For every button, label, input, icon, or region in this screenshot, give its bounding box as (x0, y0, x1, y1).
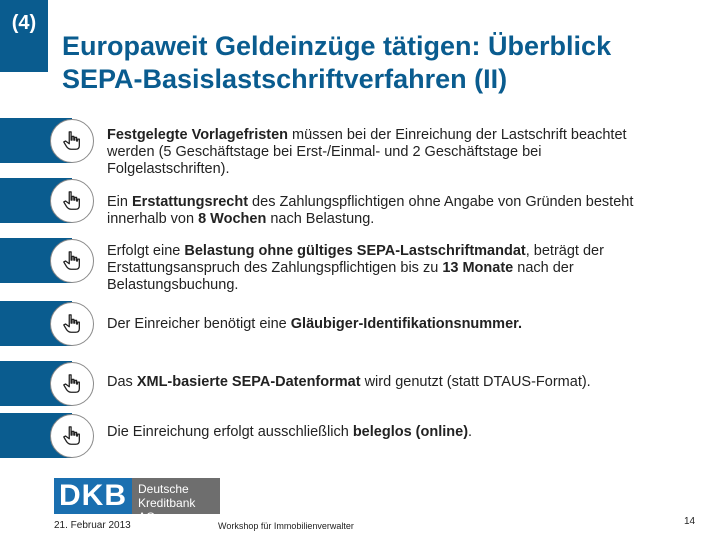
bullet-text-bold: beleglos (online) (352, 424, 469, 440)
slide-title (62, 30, 712, 96)
footer-date: 21. Februar 2013 (54, 520, 131, 531)
hand-pointer-icon (50, 362, 94, 406)
bullet-text-part: Ein (107, 194, 132, 210)
slide-number-badge: (4) (0, 0, 48, 72)
slide-title-line1: Europaweit Geldeinzüge tätigen: Überblick (62, 31, 612, 61)
bullet-text-bold: Festgelegte Vorlagefristen (107, 127, 289, 143)
hand-pointer-icon (50, 239, 94, 283)
footer-page-number: 14 (684, 516, 696, 527)
bullet-text (107, 194, 667, 228)
bullet-text-part: wird genutzt (statt DTAUS-Format). (360, 374, 591, 390)
logo-wordmark (132, 478, 220, 524)
bullet-text-bold: Erstattungsrecht (132, 194, 249, 210)
logo-line1: Deutsche (138, 482, 189, 496)
dkb-logo (54, 478, 220, 524)
bullet-text-bold: Belastung ohne gültiges SEPA-Lastschriftmandat (184, 243, 526, 259)
bullet-text-part: , beträgt der Erstattungsanspruch des Zahlungspflichtigen bis zu (107, 243, 604, 276)
hand-pointer-icon (50, 302, 94, 346)
bullet-text-part: nach der Belastungsbuchung. (107, 260, 574, 293)
bullet-text (107, 243, 667, 294)
bullet-text-part: Die Einreichung erfolgt ausschließlich (107, 424, 353, 440)
bullet-text-part: müssen bei der Einreichung der Lastschrift beachtet werden (5 Geschäftstage bei Erst-/Einmal- und 2 Geschäftstage bei Folgelastschriften). (107, 127, 627, 177)
bullet-text-part: . (468, 424, 473, 440)
bullet-text-bold: 8 Wochen (198, 211, 267, 227)
hand-pointer-icon (50, 179, 94, 223)
logo-line2: Kreditbank AG (138, 496, 196, 524)
hand-pointer-icon (50, 414, 94, 458)
bullet-text-part: des Zahlungspflichtigen ohne Angabe von Gründen besteht innerhalb von (107, 194, 634, 227)
bullet-text (107, 374, 667, 391)
bullet-text-bold: XML-basierte SEPA-Datenformat (136, 374, 361, 390)
bullet-text-bold: Gläubiger-Identifikationsnummer. (290, 316, 523, 332)
slide-title-line2: SEPA-Basislastschriftverfahren (II) (62, 64, 508, 94)
logo-mark: DKB (54, 478, 132, 514)
hand-pointer-icon (50, 119, 94, 163)
bullet-text-part: Der Einreicher benötigt eine (107, 316, 291, 332)
bullet-text-part: nach Belastung. (266, 211, 375, 227)
bullet-text (107, 316, 667, 333)
bullet-text-part: Erfolgt eine (107, 243, 185, 259)
bullet-text-part: Das (107, 374, 137, 390)
bullet-text (107, 127, 667, 178)
footer-event: Workshop für Immobilienverwalter (218, 521, 354, 531)
bullet-text (107, 424, 667, 441)
bullet-text-bold: 13 Monate (442, 260, 514, 276)
